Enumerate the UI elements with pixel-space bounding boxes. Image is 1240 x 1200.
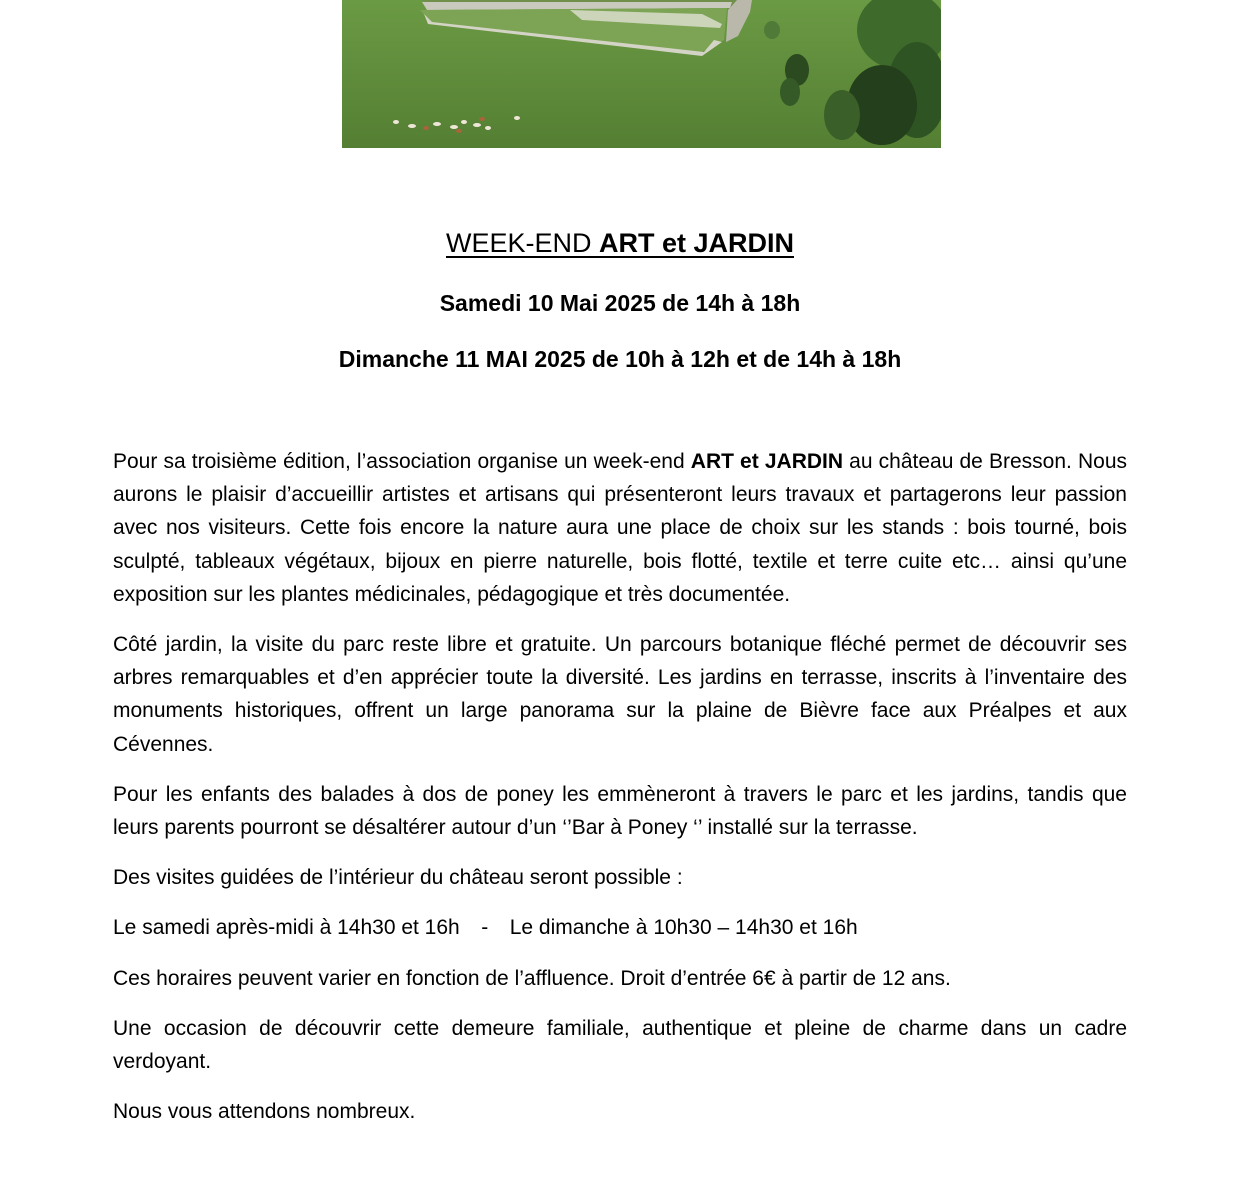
saturday-date: Samedi 10 Mai 2025 de 14h à 18h xyxy=(439,290,801,316)
paragraph-intro xyxy=(113,445,1127,611)
paragraph-occasion: Une occasion de découvrir cette demeure familiale, authentique et pleine de charme dans un cadre verdoyant. xyxy=(113,1016,1127,1074)
paragraph-children: Pour les enfants des balades à dos de poney les emmèneront à travers le parc et les jardins, tandis que leurs parents pourront se désaltérer autour d’un ‘’Bar à Poney ‘’ installé sur la terrasse. xyxy=(113,782,1127,840)
intro-before: Pour sa troisième édition, l’association organise un week-end xyxy=(113,450,691,473)
chateau-garden-photo xyxy=(342,0,941,148)
paragraph-prices: Ces horaires peuvent varier en fonction de l’affluence. Droit d’entrée 6€ à partir de 12 ans. xyxy=(113,966,951,990)
schedule-sunday: Le dimanche à 10h30 – 14h30 et 16h xyxy=(509,916,858,940)
event-title-text xyxy=(446,228,794,258)
event-description xyxy=(113,445,1127,1145)
event-title-prefix: WEEK-END xyxy=(445,228,599,258)
intro-bold: ART et JARDIN xyxy=(690,450,844,473)
event-title xyxy=(0,228,1240,259)
sunday-date: Dimanche 11 MAI 2025 de 10h à 12h et de 14h à 18h xyxy=(338,346,902,372)
garden-terrace-image xyxy=(342,0,941,148)
schedule-saturday: Le samedi après-midi à 14h30 et 16h xyxy=(113,916,460,940)
paragraph-guided-visits: Des visites guidées de l’intérieur du château seront possible : xyxy=(113,866,683,890)
event-title-bold: ART et JARDIN xyxy=(599,228,795,258)
paragraph-schedule xyxy=(113,911,1127,944)
paragraph-garden: Côté jardin, la visite du parc reste libre et gratuite. Un parcours botanique fléché permet de découvrir ses arbres remarquables et d’en apprécier toute la diversité. Les jardins en terrasse, inscrits à l’inventaire des monuments historiques, offrent un large panorama sur la plaine de Bièvre face aux Préalpes et aux Cévennes. xyxy=(113,633,1127,756)
schedule-separator: - xyxy=(481,916,489,940)
paragraph-closing: Nous vous attendons nombreux. xyxy=(113,1100,416,1124)
intro-after: au château de Bresson. Nous aurons le plaisir d’accueillir artistes et artisans qui présenteront leurs travaux et partagerons leur passion avec nos visiteurs. Cette fois encore la nature aura une place de choix sur les stands : bois tourné, bois sculpté, tableaux végétaux, bijoux en pierre naturelle, bois flotté, textile et terre cuite etc… ainsi qu’une exposition sur les plantes médicinales, pédagogique et très documentée. xyxy=(113,450,1128,606)
